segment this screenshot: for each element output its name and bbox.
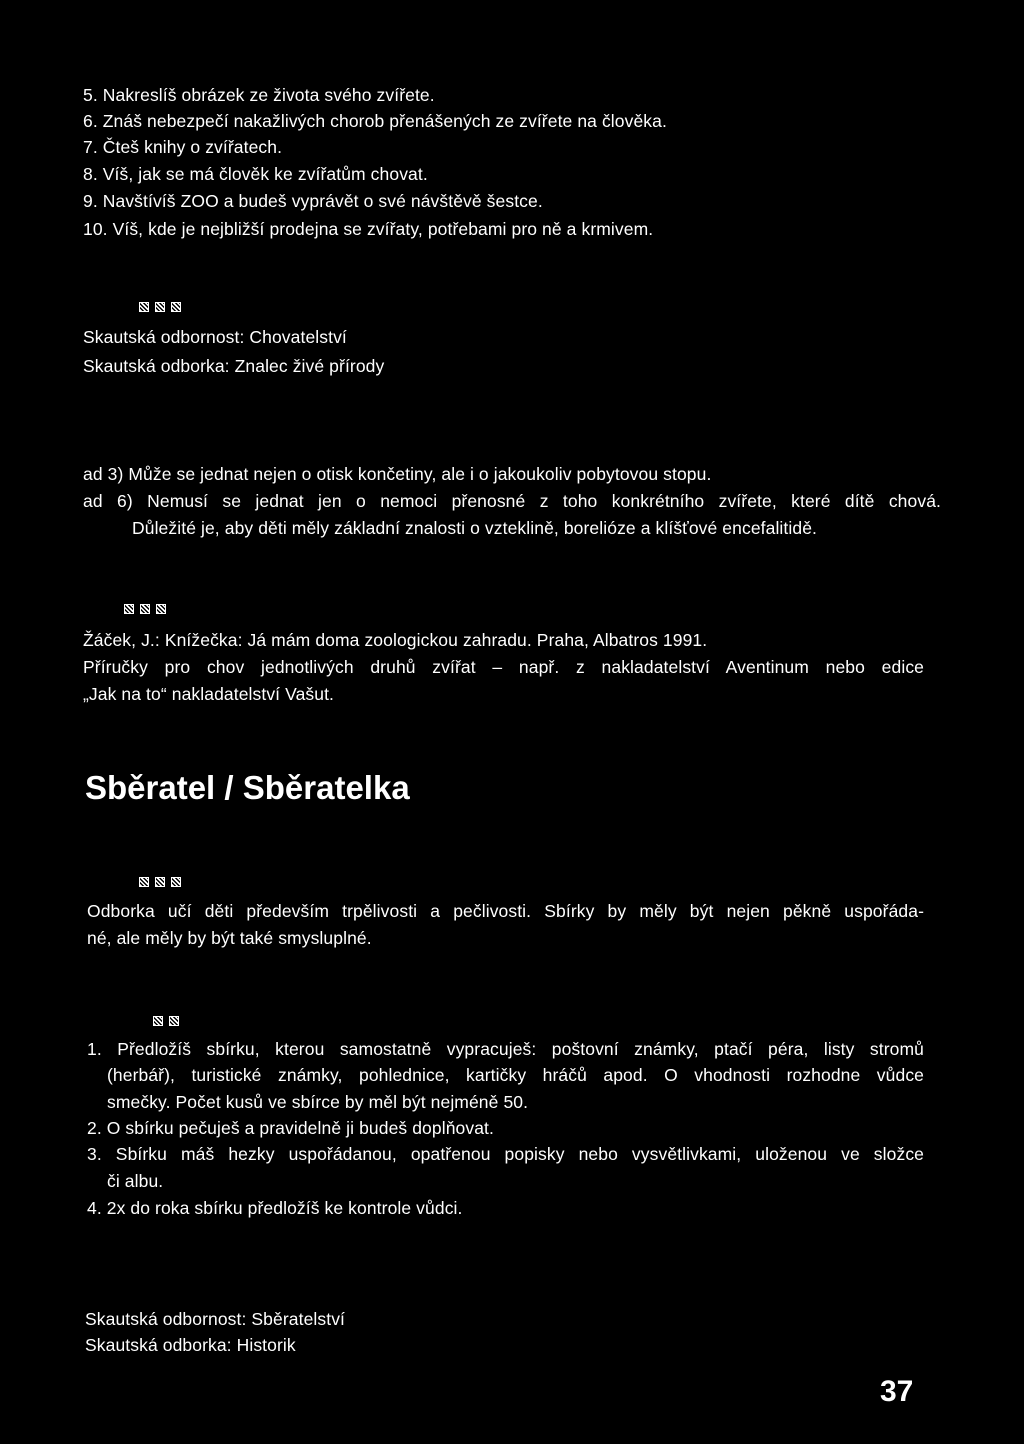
requirement-3: 3. Sbírku máš hezky uspořádanou, opatřenou popisky nebo vysvětlivkami, uloženou ve složce bbox=[87, 1144, 924, 1164]
section-ornament bbox=[153, 1016, 179, 1026]
requirement-4: 4. 2x do roka sbírku předložíš ke kontrole vůdci. bbox=[87, 1198, 463, 1218]
section-title: Sběratel / Sběratelka bbox=[85, 769, 410, 806]
requirement-2: 2. O sbírku pečuješ a pravidelně ji budeš doplňovat. bbox=[87, 1118, 494, 1138]
intro-line-1: Odborka učí děti především trpělivosti a pečlivosti. Sbírky by měly být nejen pěkně uspořáda- bbox=[87, 901, 924, 921]
literature-line-2: Příručky pro chov jednotlivých druhů zvířat – např. z nakladatelství Aventinum nebo edice bbox=[83, 657, 924, 677]
note-ad3: ad 3) Může se jednat nejen o otisk končetiny, ale i o jakoukoliv pobytovou stopu. bbox=[83, 464, 712, 484]
section-ornament bbox=[139, 302, 181, 312]
literature-line-3: „Jak na to“ nakladatelství Vašut. bbox=[83, 684, 335, 704]
section-ornament bbox=[124, 604, 166, 614]
requirement-1: 1. Předložíš sbírku, kterou samostatně vypracuješ: poštovní známky, ptačí péra, listy stromů bbox=[87, 1039, 924, 1059]
requirement-3-cont: či albu. bbox=[107, 1171, 164, 1191]
note-ad6: ad 6) Nemusí se jednat jen o nemoci přenosné z toho konkrétního zvířete, které dítě chová. bbox=[83, 491, 941, 511]
list-item-10: 10. Víš, kde je nejbližší prodejna se zvířaty, potřebami pro ně a krmivem. bbox=[83, 219, 654, 239]
list-item-9: 9. Navštívíš ZOO a budeš vyprávět o své návštěvě šestce. bbox=[83, 191, 543, 211]
odborka-historik: Skautská odborka: Historik bbox=[85, 1335, 296, 1355]
note-ad6-continued: Důležité je, aby děti měly základní znalosti o vzteklině, borelióze a klíšťové encefalitidě. bbox=[132, 518, 817, 538]
odbornost-chovatelstvi: Skautská odbornost: Chovatelství bbox=[83, 327, 347, 347]
requirement-1-cont-2: smečky. Počet kusů ve sbírce by měl být nejméně 50. bbox=[107, 1092, 529, 1112]
requirement-1-cont: (herbář), turistické známky, pohlednice, kartičky hráčů apod. O vhodnosti rozhodne vůdce bbox=[107, 1065, 924, 1085]
page-number: 37 bbox=[880, 1375, 914, 1408]
list-item-7: 7. Čteš knihy o zvířatech. bbox=[83, 137, 283, 157]
section-ornament bbox=[139, 877, 181, 887]
literature-line-1: Žáček, J.: Knížečka: Já mám doma zoologickou zahradu. Praha, Albatros 1991. bbox=[83, 630, 708, 650]
odbornost-sberatelstvi: Skautská odbornost: Sběratelství bbox=[85, 1309, 346, 1329]
list-item-8: 8. Víš, jak se má člověk ke zvířatům chovat. bbox=[83, 164, 428, 184]
list-item-5: 5. Nakreslíš obrázek ze života svého zvířete. bbox=[83, 85, 435, 105]
odborka-znalec: Skautská odborka: Znalec živé přírody bbox=[83, 356, 385, 376]
list-item-6: 6. Znáš nebezpečí nakažlivých chorob přenášených ze zvířete na člověka. bbox=[83, 111, 667, 131]
intro-line-2: né, ale měly by být také smysluplné. bbox=[87, 928, 372, 948]
